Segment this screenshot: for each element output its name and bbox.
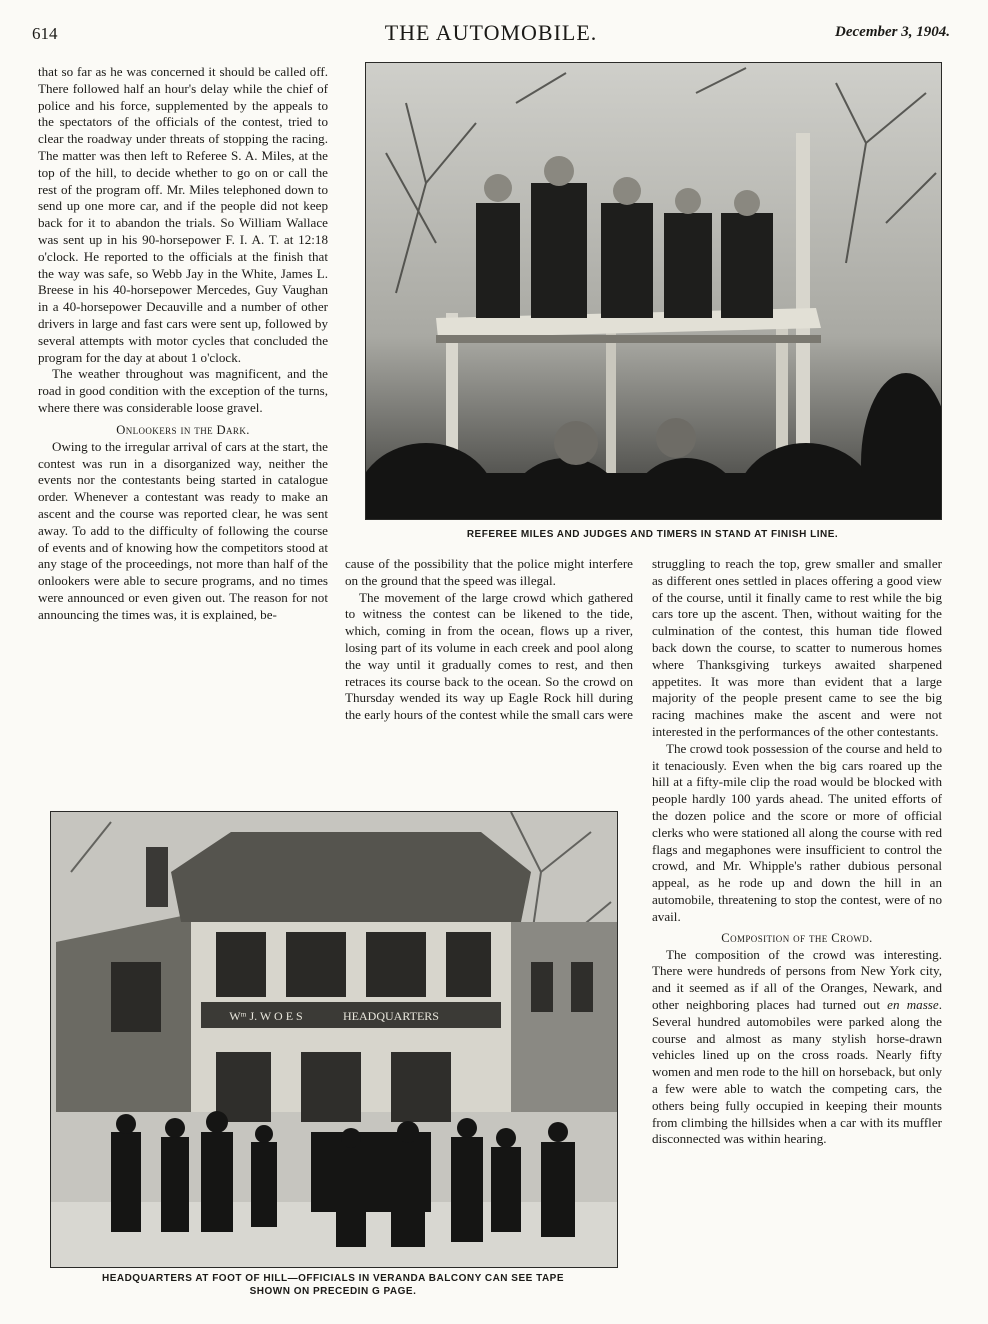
page-number: 614 [32,24,58,43]
photo-judges-stand-caption: REFEREE MILES AND JUDGES AND TIMERS IN STAND AT FINISH LINE. [466,529,839,540]
caption-line: SHOWN ON PRECEDIN G PAGE. [249,1286,417,1297]
headquarters-sign-left: Wᵐ J. W O E S [229,1009,303,1023]
paragraph: that so far as he was concerned it should be called off. There followed half an hour's delay while the chief of police and his force, supplemented by the appeals to the spectators of the officials of the contest, tried to clear the roadway under threats of stopping the racing. The matter was then left to Referee S. A. Miles, at the top of the hill, to decide whether to go on or call the rest of the program off. Mr. Miles telephoned down to send up one more car, and if the people did not keep back for it to abandon the trials. So William Wallace was sent up in his 90-horsepower F. I. A. T. at 12:18 o'clock. He reported to the officials at the finish that the way was safe, so Webb Jay in the White, James L. Breese in his 40-horsepower Mercedes, Guy Vaughan in a 40-horsepower Decauville and a number of other drivers in large and fast cars were sent up, followed by several attempts with motor cycles that concluded the program for the day at about 1 o'clock. [38,64,328,365]
column-middle [345,556,633,724]
section-heading: Onlookers in the Dark. [116,422,250,437]
paragraph-text: . Several hundred automobiles were parked along the course and almost as many stylish horse-drawn vehicles lined up on the cross roads. Nearly fifty women and men rode to the hill on horseback, but only a few were able to watch the competing cars, the others being fully occupied in keeping their mounts from climbing the hillsides when a car with its muffler disconnected was within hearing. [652,996,942,1147]
photo-judges-stand [365,62,942,520]
paragraph: struggling to reach the top, grew smaller and smaller as different ones settled in places offering a good view of the course, until it finally came to rest while the big cars tore up the ascent. Then, without waiting for the culmination of the contest, this human tide flowed back down the course, to scatter to numerous homes where Thanksgiving turkeys awaited sharpened appetites. It was more than evident that a large majority of the people present came to see the big racing machines make the ascent and were not interested in the performances of the other contestants. [652,556,942,739]
photo-headquarters-caption [50,1272,616,1298]
magazine-title: THE AUTOMOBILE. [384,20,598,45]
column-right [652,556,942,1148]
paragraph: The crowd took possession of the course and held to it tenaciously. Even when the big cars roared up the hill at a fifty-mile clip the road would be blocked with people hardly 100 yards ahead. The united efforts of the dozen police and the score or more of official clerks who were stationed all along the course with red flags and megaphones were insufficient to control the crowd, and Mr. Whipple's rather dubious personal appeal, as he rode up and down the hill in an automobile, threatening to stop the contest, were of no avail. [652,740,942,924]
photo-judges-stand-image [366,63,941,519]
photo-headquarters [50,811,618,1268]
paragraph-text: The composition of the crowd was interesting. There were hundreds of persons from New York city, and it seemed as if all of the Oranges, Newark, and other neighboring places had turned out [652,946,942,1012]
caption-line: HEADQUARTERS AT FOOT OF HILL—OFFICIALS IN VERANDA BALCONY CAN SEE TAPE [101,1273,565,1284]
issue-date: December 3, 1904. [835,24,950,40]
page-header [32,20,950,52]
column-left [38,64,328,624]
paragraph: cause of the possibility that the police might interfere on the ground that the speed was illegal. [345,556,633,588]
paragraph-emphasis: en masse [887,996,939,1012]
photo-headquarters-image [51,812,617,1267]
headquarters-sign-right: HEADQUARTERS [343,1009,439,1023]
section-heading: Composition of the Crowd. [721,930,873,945]
paragraph: The weather throughout was magnificent, and the road in good condition with the exception of the turns, where there was considerable loose gravel. [38,366,328,415]
paragraph: The movement of the large crowd which gathered to witness the contest can be likened to the tide, which, coming in from the ocean, flows up a river, losing part of its volume in each creek and pool along the way until it gradually comes to rest, and then retraces its course back to the ocean. So the crowd on Thursday wended its way up Eagle Rock hill during the early hours of the contest while the small cars were [345,589,633,723]
paragraph: Owing to the irregular arrival of cars at the start, the contest was run in a disorganized way, neither the events nor the contestants being started in catalogue order. Whenever a contestant was ready to make an ascent and the course was reported clear, he was sent away. To add to the difficulty of following the course of events and of knowing how the competitors stood at any stage of the proceedings, not more than half of the onlookers were able to secure programs, and no times were announced or even given out. The reason for not announcing the times was, it is explained, be- [38,438,328,622]
paragraph [652,947,942,1149]
